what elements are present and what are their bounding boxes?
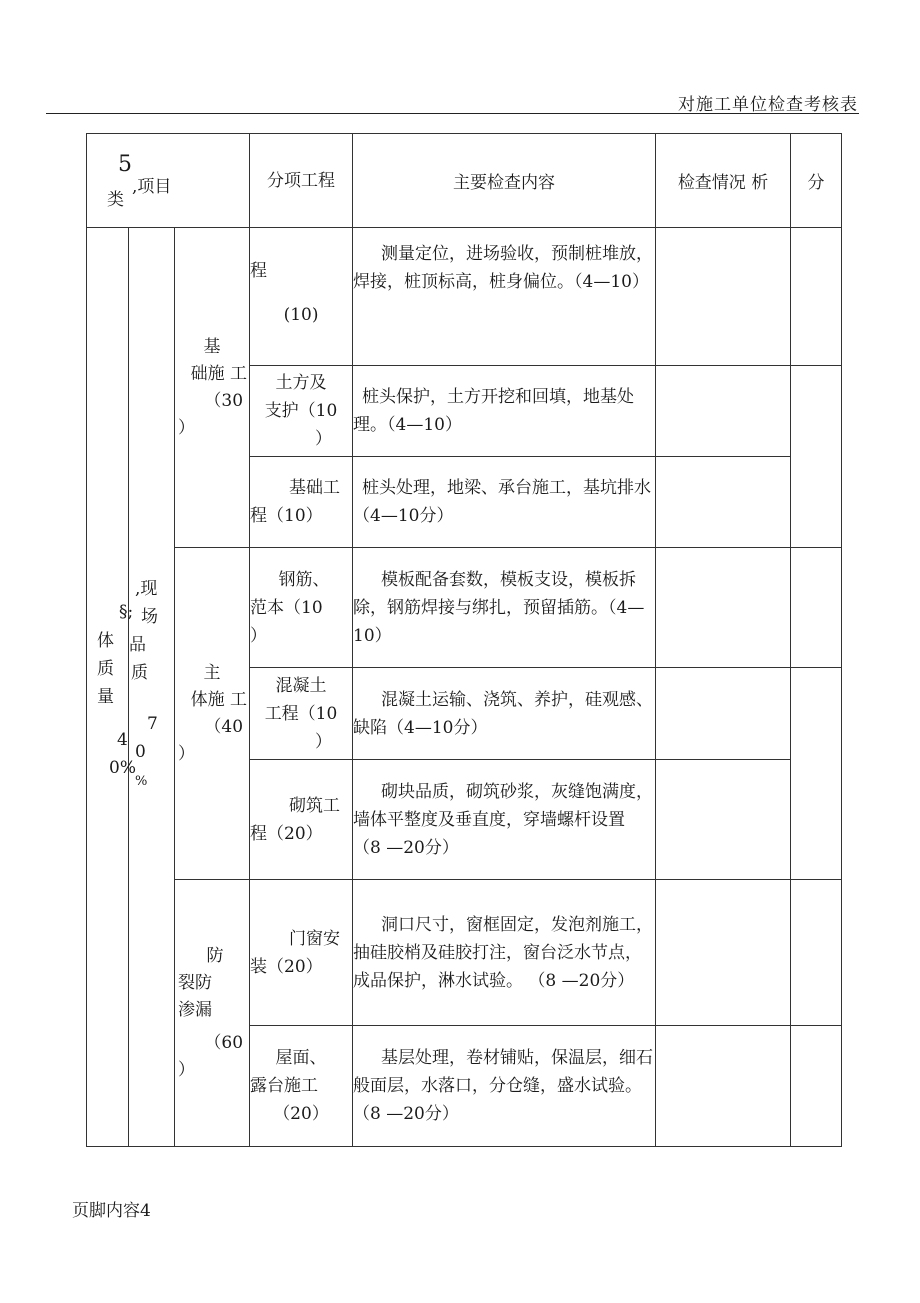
site-label-5: 7: [147, 714, 158, 734]
sub-item-label: ）: [315, 429, 333, 449]
header-category-project: [87, 134, 250, 228]
quality-label-5: 4: [117, 730, 128, 750]
header-row: [87, 134, 842, 228]
quality-label-2: 体: [97, 631, 114, 651]
quality-label-1: §;: [119, 602, 134, 622]
status-cell[interactable]: [656, 760, 791, 880]
site-label-4: 质: [131, 663, 148, 683]
sub-item-cell: [250, 880, 353, 1026]
quality-label-6: 0%: [109, 758, 136, 778]
content-text: 桩头保护，土方开挖和回填，地基处理。（4—10）: [353, 387, 635, 435]
table-row: [87, 548, 842, 668]
section-score: ）: [178, 743, 195, 764]
sub-item-cell: [250, 760, 353, 880]
content-cell: [353, 668, 656, 760]
section-score: （30: [204, 390, 244, 411]
sub-item-label: 支护（10: [264, 401, 338, 421]
status-cell[interactable]: [656, 366, 791, 457]
table-row: [87, 228, 842, 366]
section-label: 主: [203, 662, 221, 683]
status-cell[interactable]: [656, 457, 791, 548]
sub-item-label: 程: [250, 261, 268, 281]
section-label: 体施 工: [190, 689, 248, 710]
sub-item-label: 程（20）: [250, 823, 323, 844]
score-cell[interactable]: [791, 366, 842, 548]
section-label: 础施 工: [190, 363, 248, 384]
content-cell: [353, 1026, 656, 1147]
table-row: [87, 880, 842, 1026]
section-score: （40: [204, 716, 244, 737]
score-cell[interactable]: [791, 880, 842, 1026]
status-cell[interactable]: [656, 1026, 791, 1147]
header-divider: [46, 113, 859, 114]
status-cell[interactable]: [656, 880, 791, 1026]
content-cell: [353, 228, 656, 366]
header-content: 主要检查内容: [353, 134, 656, 228]
header-category: 类: [107, 190, 124, 210]
section-score: ）: [178, 417, 195, 438]
header-sub-item: 分项工程: [250, 134, 353, 228]
sub-item-cell: [250, 668, 353, 760]
site-label-7: %: [135, 774, 148, 789]
section-score: （60: [204, 1032, 244, 1053]
content-text: 测量定位，进场验收，预制桩堆放，焊接，桩顶标高，桩身偏位。（4—10）: [353, 244, 654, 292]
sub-item-label: 混凝土: [275, 675, 327, 696]
site-label-3: 品: [129, 635, 146, 655]
content-text: 洞口尺寸，窗框固定，发泡剂施工，抽硅胶梢及硅胶打注，窗台泛水节点，成品保护，淋水试验。 （8 —20分）: [353, 914, 654, 991]
sub-item-cell: [250, 366, 353, 457]
content-cell: [353, 760, 656, 880]
content-cell: [353, 548, 656, 668]
header-category-number: 5: [118, 152, 132, 177]
status-cell[interactable]: [656, 668, 791, 760]
sub-item-label: 工程（10: [264, 703, 338, 724]
sub-item-label: 基础工: [289, 478, 341, 498]
section-waterproofing: [175, 880, 250, 1147]
header-project: ,项目: [132, 177, 172, 197]
page-footer: 页脚内容4: [72, 1201, 151, 1221]
sub-item-label: （20）: [273, 1104, 329, 1124]
content-text: 桩头处理，地梁、承台施工，基坑排水（4—10分）: [353, 478, 652, 526]
sub-item-label: 砌筑工: [289, 795, 341, 816]
site-category-cell: [129, 228, 175, 1147]
score-cell[interactable]: [791, 548, 842, 668]
sub-item-cell: [250, 548, 353, 668]
section-foundation: [175, 228, 250, 548]
site-label-1: ,现: [135, 579, 158, 599]
sub-item-label: ）: [315, 731, 333, 752]
sub-item-label: 程（10）: [250, 506, 323, 526]
sub-item-label: 露台施工: [250, 1076, 319, 1096]
sub-item-label: 门窗安: [289, 928, 341, 949]
content-text: 砌块品质，砌筑砂浆，灰缝饱满度，墙体平整度及垂直度，穿墙螺杆设置 （8 —20分）: [353, 781, 654, 858]
section-score: ）: [178, 1059, 195, 1080]
section-label: 渗漏: [178, 999, 212, 1020]
sub-item-cell: [250, 1026, 353, 1147]
score-cell[interactable]: [791, 1026, 842, 1147]
content-cell: [353, 880, 656, 1026]
sub-item-score: (10): [283, 305, 319, 325]
inspection-table: [86, 133, 842, 1147]
sub-item-label: 屋面、: [275, 1048, 327, 1068]
section-main-structure: [175, 548, 250, 880]
score-cell[interactable]: [791, 668, 842, 880]
header-status: 检查情况 析: [656, 134, 791, 228]
quality-label-3: 质: [97, 659, 114, 679]
document-title: 对施工单位检查考核表: [678, 95, 858, 115]
quality-category-cell: [87, 228, 136, 1147]
sub-item-label: 土方及: [275, 373, 327, 393]
section-label: 防: [206, 945, 224, 966]
content-text: 基层处理，卷材铺贴，保温层，细石般面层，水落口，分仓缝，盛水试验。（8 —20分）: [353, 1048, 654, 1124]
content-cell: [353, 457, 656, 548]
sub-item-label: 装（20）: [250, 956, 323, 977]
quality-label-4: 量: [97, 687, 114, 707]
sub-item-cell: [250, 457, 353, 548]
content-text: 混凝土运输、浇筑、养护，硅观感、缺陷（4—10分）: [353, 689, 654, 738]
sub-item-label: 钢筋、: [278, 569, 330, 590]
site-label-2: 场: [141, 607, 158, 627]
section-label: 基: [203, 336, 221, 357]
section-label: 裂防: [178, 972, 212, 993]
header-score: 分: [791, 134, 842, 228]
status-cell[interactable]: [656, 548, 791, 668]
status-cell[interactable]: [656, 228, 791, 366]
content-text: 模板配备套数，模板支设，模板拆除，钢筋焊接与绑扎，预留插筋。（4—10）: [353, 569, 645, 646]
sub-item-label: 范本（10: [250, 597, 323, 618]
content-cell: [353, 366, 656, 457]
site-label-6: 0: [135, 742, 146, 762]
score-cell[interactable]: [791, 228, 842, 366]
sub-item-cell: [250, 228, 353, 366]
sub-item-label: ）: [250, 625, 268, 646]
